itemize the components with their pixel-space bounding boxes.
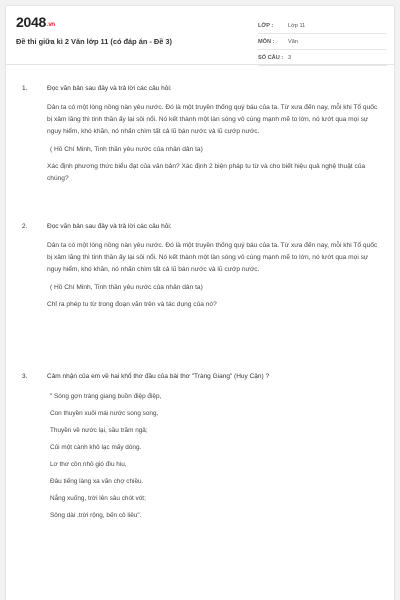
meta-row-grade: [258, 18, 386, 34]
meta-value: Văn: [288, 38, 298, 45]
poem-line: Đâu tiếng làng xa vãn chợ chiều.: [50, 478, 144, 485]
poem-line: Lơ thơ cồn nhỏ gió đìu hiu,: [50, 461, 127, 468]
passage-text: Dân ta có một lòng nồng nàn yêu nước. Đó là một truyền thống quý báu của ta. Từ xưa đến nay, mỗi khi Tổ quốc bị xâm lăng thì tinh thần ấy lại sôi nổi. Nó kết thành một làn sóng vô cùng mạnh mẽ to lớn, nó lướt qua mọi sự nguy hiểm, khó khăn, nó nhấn chìm tất cả lũ bán nước và lũ cướp nước.: [47, 242, 378, 273]
exam-info-table: [258, 18, 386, 66]
document-title: Đề thi giữa kì 2 Văn lớp 11 (có đáp án - Đề 3): [16, 37, 172, 46]
meta-label: LỚP :: [258, 22, 274, 29]
meta-row-question-count: [258, 50, 386, 66]
document-page: [6, 6, 394, 600]
site-logo[interactable]: [16, 14, 55, 30]
poem-line: Nắng xuống, trời lên sâu chót vót;: [50, 495, 146, 502]
meta-value: 3: [288, 54, 292, 61]
passage-text: Dân ta có một lòng nồng nàn yêu nước. Đó là một truyền thống quý báu của ta. Từ xưa đến nay, mỗi khi Tổ quốc bị xâm lăng thì tinh thần ấy lại sôi nổi. Nó kết thành một làn sóng vô cùng mạnh mẽ to lớn, nó lướt qua mọi sự nguy hiểm, khó khăn, nó nhấn chìm tất cả lũ bán nước và lũ cướp nước.: [47, 104, 378, 135]
question-prompt: Cảm nhận của em về hai khổ thơ đầu của bài thơ "Tràng Giang" (Huy Cận) ?: [47, 373, 270, 380]
question-ask: Chỉ ra phép tu từ trong đoạn văn trên và tác dụng của nó?: [47, 301, 217, 308]
question-2: [22, 222, 380, 311]
question-3: [22, 372, 380, 524]
logo-suffix: .vn: [46, 22, 55, 28]
question-body: [47, 102, 380, 185]
poem-line: Con thuyền xuôi mái nước song song,: [50, 410, 159, 417]
question-number: 3.: [22, 373, 28, 380]
question-number: 2.: [22, 223, 28, 230]
meta-value: Lớp 11: [288, 22, 306, 29]
meta-label: SỐ CÂU :: [258, 54, 284, 61]
question-number: 1.: [22, 85, 28, 92]
meta-row-subject: [258, 34, 386, 50]
question-prompt: Đọc văn bản sau đây và trả lời các câu hỏi:: [47, 85, 172, 92]
logo-text: 2048: [16, 14, 46, 30]
question-prompt: Đọc văn bản sau đây và trả lời các câu hỏi:: [47, 223, 172, 230]
question-ask: Xác định phương thức biểu đạt của văn bản? Xác định 2 biện pháp tu từ và cho biết hiệu quả nghệ thuật của chúng?: [47, 163, 366, 182]
question-body: [47, 240, 380, 311]
passage-source: ( Hồ Chí Minh, Tinh thần yêu nước của nhân dân ta): [50, 284, 203, 291]
meta-label: MÔN :: [258, 38, 275, 45]
poem-block: [47, 388, 380, 524]
poem-line: Sông dài ,trời rộng, bến cô liêu".: [50, 512, 142, 519]
poem-line: Thuyền về nước lại, sầu trăm ngả;: [50, 427, 148, 434]
poem-line: " Sóng gợn tràng giang buồn điệp điệp,: [50, 393, 162, 400]
passage-source: ( Hồ Chí Minh, Tinh thần yêu nước của nhân dân ta): [50, 146, 203, 153]
poem-line: Củi một cành khô lạc mấy dòng.: [50, 444, 142, 451]
question-1: [22, 84, 380, 185]
question-header: [22, 372, 380, 381]
question-header: [22, 222, 380, 231]
question-header: [22, 84, 380, 93]
page-header: [6, 6, 394, 65]
